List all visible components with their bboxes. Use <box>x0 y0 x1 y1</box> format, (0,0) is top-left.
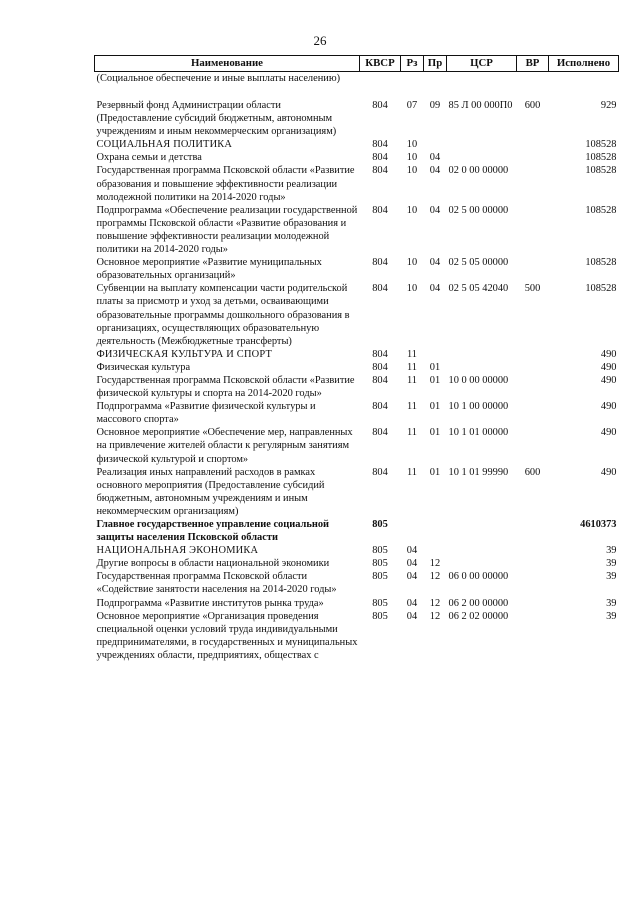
cell-name: Государственная программа Псковской области «Содействие занятости населения на 2014-2020 годы» <box>96 571 337 596</box>
cell-csr <box>447 138 517 151</box>
cell-name: Основное мероприятие «Развитие муниципальных образовательных организаций» <box>96 257 322 282</box>
cell-amount: 490 <box>600 374 617 386</box>
cell-amount: 39 <box>606 610 617 622</box>
cell-pr: 01 <box>429 427 441 439</box>
cell-name: Подпрограмма «Обеспечение реализации государственной программы Псковской области «Развитие образования и повышение эффективности реализации молодежной политики на 2014-2020 годы» <box>96 204 358 256</box>
table-row <box>95 544 619 557</box>
cell-rz: 04 <box>406 558 418 570</box>
table-row <box>95 164 619 203</box>
cell-kvsr: 805 <box>372 597 388 609</box>
cell-kvsr: 804 <box>372 427 388 439</box>
cell-pr: 04 <box>429 283 441 295</box>
cell-name: ФИЗИЧЕСКАЯ КУЛЬТУРА И СПОРТ <box>96 348 272 360</box>
cell-vr: 500 <box>524 283 541 295</box>
cell-vr <box>517 426 549 465</box>
cell-pr <box>424 518 447 544</box>
table-row <box>95 597 619 610</box>
cell-pr: 09 <box>429 100 441 111</box>
cell-rz: 10 <box>406 139 418 151</box>
cell-name: Другие вопросы в области национальной экономики <box>96 558 330 570</box>
cell-name: Реализация иных направлений расходов в рамках основного мероприятия (Предоставление субсидий бюджетным, автономным учреждениям и иным некоммерческим организациям) <box>96 466 325 517</box>
cell-vr <box>517 164 549 203</box>
cell-vr <box>517 570 549 596</box>
cell-name: Государственная программа Псковской области «Развитие физической культуры и спорта на 2014-2020 годы» <box>96 374 355 400</box>
cell-vr <box>517 72 549 100</box>
cell-kvsr: 804 <box>372 466 388 478</box>
cell-csr <box>447 151 517 164</box>
cell-amount: 39 <box>606 571 617 583</box>
cell-pr: 01 <box>429 401 441 413</box>
header-csr: ЦСР <box>447 56 517 72</box>
header-kvsr: КВСР <box>360 56 401 72</box>
cell-vr <box>517 544 549 557</box>
cell-pr: 01 <box>429 374 441 386</box>
table-header-row <box>95 56 619 72</box>
cell-amount: 39 <box>606 597 617 609</box>
cell-rz: 11 <box>406 466 417 478</box>
cell-amount: 929 <box>600 100 617 111</box>
cell-pr: 12 <box>429 558 441 570</box>
cell-csr <box>447 72 517 100</box>
cell-amount: 490 <box>600 427 617 439</box>
cell-vr <box>517 138 549 151</box>
cell-name: Охрана семьи и детства <box>96 152 202 164</box>
cell-rz: 11 <box>406 348 417 360</box>
cell-rz <box>401 518 424 544</box>
table-row <box>95 570 619 596</box>
cell-rz: 10 <box>406 283 418 295</box>
cell-csr <box>447 518 517 544</box>
cell-amount: 108528 <box>585 139 617 151</box>
cell-kvsr: 804 <box>372 165 388 177</box>
header-amount: Исполнено <box>549 56 619 72</box>
cell-kvsr: 804 <box>372 139 388 151</box>
cell-pr: 01 <box>429 466 441 478</box>
table-row <box>95 256 619 282</box>
cell-name: Подпрограмма «Развитие институтов рынка труда» <box>96 597 324 609</box>
table-row <box>95 557 619 570</box>
cell-csr: 06 2 00 00000 <box>448 597 509 609</box>
cell-rz: 04 <box>406 545 418 557</box>
header-vr: ВР <box>517 56 549 72</box>
cell-vr: 600 <box>524 466 541 478</box>
cell-amount: 108528 <box>585 283 617 295</box>
table-row <box>95 518 619 544</box>
cell-kvsr: 804 <box>372 374 388 386</box>
cell-vr <box>517 597 549 610</box>
cell-pr: 04 <box>429 165 441 177</box>
cell-kvsr: 804 <box>372 257 388 269</box>
cell-vr <box>517 256 549 282</box>
cell-csr: 06 0 00 00000 <box>448 571 509 583</box>
cell-rz: 11 <box>406 427 417 439</box>
cell-vr: 600 <box>524 100 541 111</box>
table-row <box>95 282 619 347</box>
cell-amount: 39 <box>606 545 617 557</box>
cell-vr <box>517 374 549 400</box>
table-row <box>95 426 619 465</box>
cell-amount: 108528 <box>585 257 617 269</box>
cell-kvsr: 804 <box>372 152 388 164</box>
cell-csr: 02 5 05 00000 <box>448 257 509 269</box>
table-row <box>95 400 619 426</box>
cell-amount: 108528 <box>585 204 617 216</box>
cell-name: Основное мероприятие «Организация проведения специальной оценки условий труда индивидуальными предпринимателями, в государственных и муниципальных учреждениях области, предприятиях, обществах с <box>96 610 358 661</box>
cell-kvsr: 804 <box>372 401 388 413</box>
cell-amount: 490 <box>600 361 617 373</box>
cell-name: СОЦИАЛЬНАЯ ПОЛИТИКА <box>96 139 233 151</box>
cell-csr: 85 Л 00 000П0 <box>448 100 513 111</box>
table-row <box>95 99 619 138</box>
cell-amount: 490 <box>600 348 617 360</box>
cell-rz: 11 <box>406 374 417 386</box>
cell-pr: 12 <box>429 597 441 609</box>
cell-rz: 10 <box>406 204 418 216</box>
cell-csr: 06 2 02 00000 <box>448 610 509 622</box>
cell-amount: 39 <box>606 558 617 570</box>
cell-pr: 01 <box>429 361 441 373</box>
cell-amount <box>549 72 619 100</box>
cell-kvsr: 805 <box>372 519 388 530</box>
cell-csr: 10 1 01 00000 <box>448 427 509 439</box>
cell-rz: 04 <box>406 571 418 583</box>
cell-amount: 108528 <box>585 165 617 177</box>
cell-kvsr <box>360 72 401 100</box>
cell-rz: 11 <box>406 401 417 413</box>
header-pr: Пр <box>424 56 447 72</box>
cell-kvsr: 804 <box>372 361 388 373</box>
cell-name: Подпрограмма «Развитие физической культуры и массового спорта» <box>96 401 316 426</box>
cell-kvsr: 804 <box>372 204 388 216</box>
cell-vr <box>517 151 549 164</box>
cell-pr <box>424 348 447 361</box>
cell-name: Главное государственное управление социальной защиты населения Псковской области <box>96 519 329 544</box>
table-row <box>95 138 619 151</box>
table-row <box>95 204 619 256</box>
cell-amount: 4610373 <box>580 519 617 530</box>
cell-name: (Социальное обеспечение и иные выплаты населению) <box>96 73 341 84</box>
cell-vr <box>517 610 549 662</box>
cell-rz: 10 <box>406 165 418 177</box>
cell-csr: 10 1 00 00000 <box>448 401 509 413</box>
cell-pr: 04 <box>429 204 441 216</box>
budget-execution-table <box>94 55 619 662</box>
cell-kvsr: 805 <box>372 610 388 622</box>
cell-pr <box>424 138 447 151</box>
cell-pr <box>424 72 447 100</box>
cell-vr <box>517 518 549 544</box>
cell-rz: 07 <box>406 100 418 111</box>
cell-name: Резервный фонд Администрации области (Предоставление субсидий бюджетным, автономным учреждениям и иным некоммерческим организациям) <box>96 100 337 138</box>
table-row <box>95 374 619 400</box>
cell-name: Государственная программа Псковской области «Развитие образования и повышение эффективности реализации молодежной политики на 2014-2020 годы» <box>96 165 355 203</box>
cell-csr: 10 0 00 00000 <box>448 374 509 386</box>
cell-kvsr: 805 <box>372 571 388 583</box>
cell-kvsr: 805 <box>372 558 388 570</box>
cell-rz: 11 <box>406 361 417 373</box>
cell-rz: 04 <box>406 597 418 609</box>
cell-rz: 10 <box>406 152 418 164</box>
table-row <box>95 466 619 518</box>
cell-csr <box>447 544 517 557</box>
cell-vr <box>517 348 549 361</box>
cell-csr <box>447 361 517 374</box>
cell-amount: 490 <box>600 466 617 478</box>
page-number: 26 <box>313 33 327 48</box>
table-row <box>95 610 619 662</box>
cell-vr <box>517 204 549 256</box>
table-row <box>95 361 619 374</box>
cell-csr: 10 1 01 99990 <box>448 466 509 478</box>
cell-vr <box>517 361 549 374</box>
cell-csr: 02 5 05 42040 <box>448 283 509 295</box>
cell-pr: 04 <box>429 257 441 269</box>
cell-kvsr: 804 <box>372 100 388 111</box>
header-rz: Рз <box>401 56 424 72</box>
cell-csr <box>447 348 517 361</box>
table-row <box>95 151 619 164</box>
cell-kvsr: 805 <box>372 545 388 557</box>
cell-rz <box>401 72 424 100</box>
table-row <box>95 348 619 361</box>
cell-csr: 02 5 00 00000 <box>448 204 509 216</box>
cell-kvsr: 804 <box>372 283 388 295</box>
cell-pr: 12 <box>429 571 441 583</box>
cell-pr: 12 <box>429 610 441 622</box>
cell-rz: 10 <box>406 257 418 269</box>
cell-csr <box>447 557 517 570</box>
cell-name: Физическая культура <box>96 361 191 373</box>
table-row <box>95 72 619 100</box>
cell-kvsr: 804 <box>372 348 388 360</box>
cell-name: Субвенции на выплату компенсации части родительской платы за присмотр и уход за детьми, осваивающими образовательные программы дошкольного образования в организациях, осуществляющих образовательную деятельность (Межбюджетные трансферты) <box>96 283 350 347</box>
cell-pr: 04 <box>429 152 441 164</box>
cell-rz: 04 <box>406 610 418 622</box>
cell-name: Основное мероприятие «Обеспечение мер, направленных на привлечение жителей области к регулярным занятиям физической культурой и спортом» <box>96 427 353 465</box>
cell-vr <box>517 400 549 426</box>
header-name: Наименование <box>95 56 360 72</box>
cell-vr <box>517 557 549 570</box>
cell-csr: 02 0 00 00000 <box>448 165 509 177</box>
cell-name: НАЦИОНАЛЬНАЯ ЭКОНОМИКА <box>96 545 259 557</box>
cell-amount: 108528 <box>585 152 617 164</box>
cell-pr <box>424 544 447 557</box>
cell-amount: 490 <box>600 401 617 413</box>
